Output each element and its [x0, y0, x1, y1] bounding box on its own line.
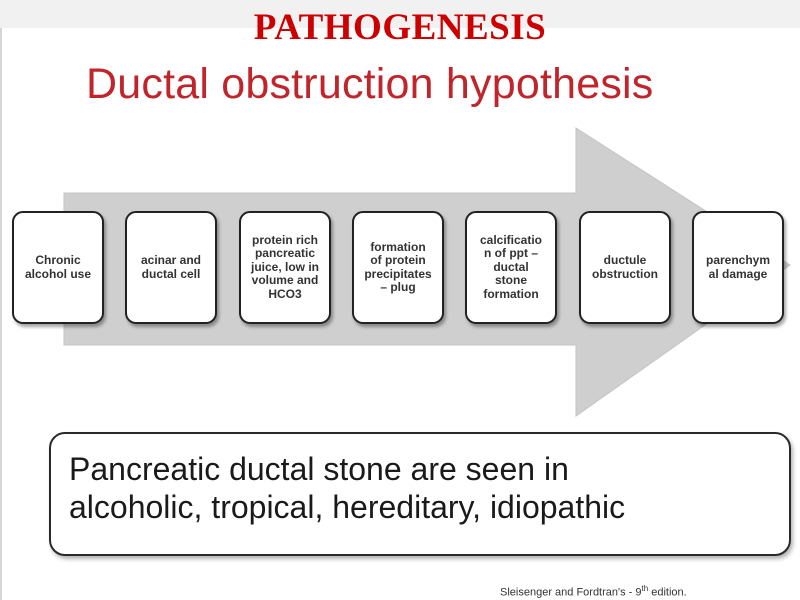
slide-subtitle: Ductal obstruction hypothesis — [86, 60, 654, 108]
flow-step-3 — [239, 211, 331, 324]
flow-step-label: Chronic alcohol use — [24, 253, 92, 281]
flow-step-5 — [465, 211, 557, 324]
citation-superscript: th — [641, 584, 649, 593]
flow-step-label: calcificatio n of ppt – ductal stone formation — [479, 232, 543, 301]
citation-suffix: edition. — [648, 586, 687, 599]
flow-step-label: protein rich pancreatic juice, low in volume and HCO3 — [250, 232, 319, 301]
flow-step-label: parenchym al damage — [705, 253, 771, 281]
flow-step-7 — [692, 211, 784, 324]
flow-step-1 — [12, 211, 104, 324]
flow-step-label: formation of protein precipitates – plug — [364, 239, 432, 294]
callout-box — [49, 432, 791, 556]
flow-step-4 — [352, 211, 444, 324]
citation — [500, 584, 687, 599]
flow-step-2 — [125, 211, 217, 324]
callout-text: Pancreatic ductal stone are seen in alcoholic, tropical, hereditary, idiopathic — [69, 451, 626, 525]
page-title: PATHOGENESIS — [253, 7, 547, 48]
flow-step-label: ductule obstruction — [592, 253, 658, 281]
citation-prefix: Sleisenger and Fordtran's - 9 — [500, 586, 642, 599]
flow-step-label: acinar and ductal cell — [140, 253, 202, 281]
flow-step-6 — [579, 211, 671, 324]
